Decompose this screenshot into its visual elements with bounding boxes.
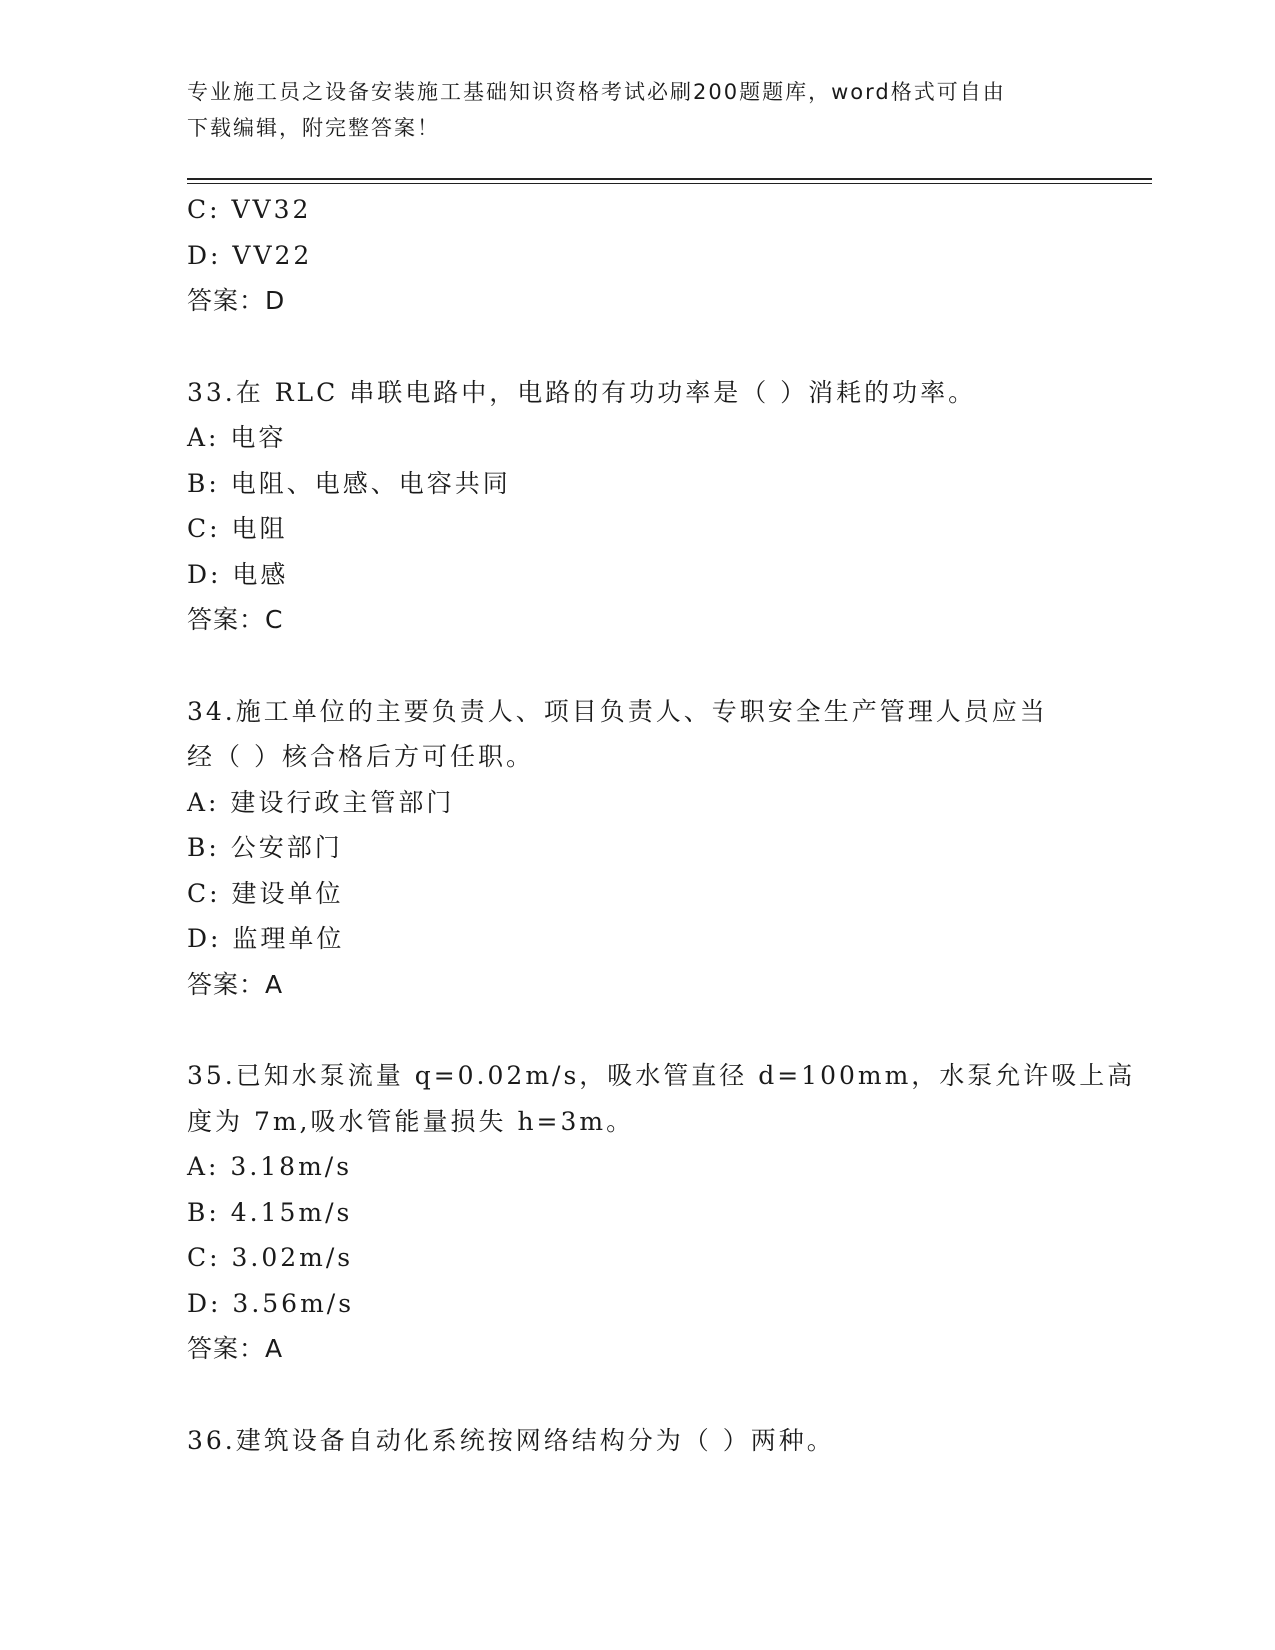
spacer: [187, 1007, 1087, 1053]
question-block-34: [187, 689, 1087, 1008]
spacer: [187, 324, 1087, 370]
option-c: C: 建设单位: [187, 878, 344, 908]
header-line-1: 专业施工员之设备安装施工基础知识资格考试必刷200题题库，word格式可自由: [187, 80, 1006, 104]
question-stem-line-1: 34.施工单位的主要负责人、项目负责人、专职安全生产管理人员应当: [187, 696, 1048, 726]
option-c: C: 电阻: [187, 514, 288, 543]
option-a: A: 3.18m/s: [187, 1152, 353, 1181]
question-block-33: [187, 370, 1087, 643]
question-stem-line-1: 35.已知水泵流量 q=0.02m/s，吸水管直径 d=100mm，水泵允许吸上高: [187, 1061, 1136, 1090]
option-d: D: 电感: [187, 559, 289, 589]
answer-label: 答案：C: [187, 605, 284, 634]
option-b: B: 公安部门: [187, 833, 343, 862]
answer-label: 答案：A: [187, 1334, 284, 1363]
question-block-32: [187, 187, 1087, 324]
question-stem: 33.在 RLC 串联电路中，电路的有功功率是（ ）消耗的功率。: [187, 377, 977, 407]
option-c: C: VV32: [187, 195, 312, 224]
option-d: D: 3.56m/s: [187, 1288, 355, 1318]
spacer: [187, 1372, 1087, 1418]
option-d: D: 监理单位: [187, 924, 345, 953]
option-a: A: 电容: [187, 423, 287, 452]
question-block-35: [187, 1053, 1136, 1372]
question-stem-line-2: 度为 7m,吸水管能量损失 h=3m。: [187, 1106, 635, 1136]
header-divider-thin: [187, 183, 1152, 184]
document-header: [187, 74, 1067, 146]
answer-label: 答案：A: [187, 969, 284, 999]
question-stem: 36.建筑设备自动化系统按网络结构分为（ ）两种。: [187, 1425, 835, 1455]
option-c: C: 3.02m/s: [187, 1243, 354, 1272]
spacer: [187, 643, 1087, 689]
option-b: B: 电阻、电感、电容共同: [187, 468, 511, 498]
question-stem-line-2: 经（ ）核合格后方可任职。: [187, 742, 534, 771]
option-a: A: 建设行政主管部门: [187, 787, 455, 817]
header-divider-thick: [187, 178, 1152, 180]
question-block-36: [187, 1418, 1087, 1464]
question-list: [187, 187, 1136, 1463]
header-line-2: 下载编辑，附完整答案！: [187, 116, 440, 140]
answer-label: 答案：D: [187, 286, 286, 315]
option-b: B: 4.15m/s: [187, 1197, 353, 1227]
option-d: D: VV22: [187, 240, 313, 270]
